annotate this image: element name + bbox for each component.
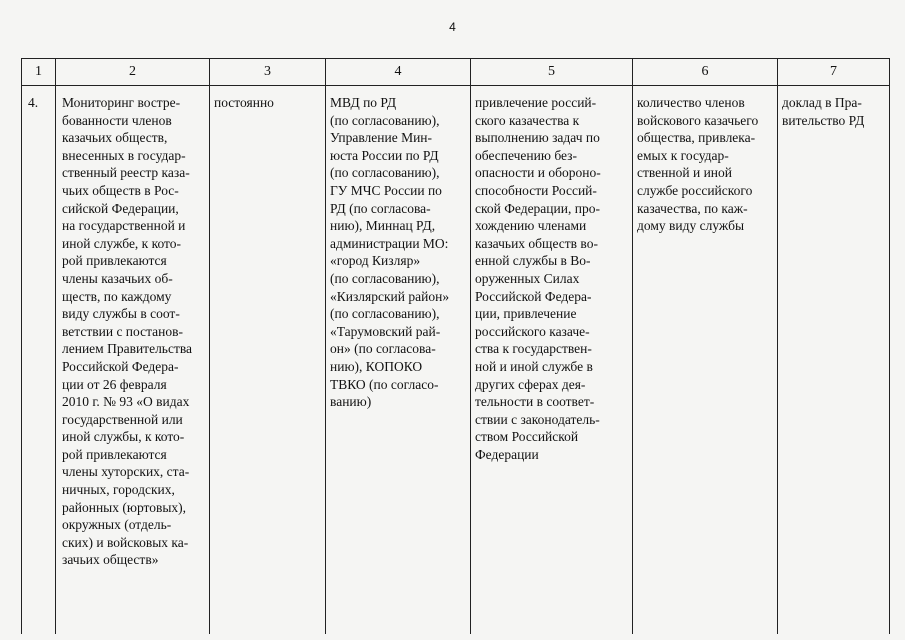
measure-cell: [56, 86, 210, 635]
executors-cell: [326, 86, 471, 635]
result-cell: [471, 86, 633, 635]
row-number-cell: [22, 86, 56, 635]
header-row: [22, 59, 890, 86]
report-cell: [778, 86, 890, 635]
report-text: доклад в Пра- вительство РД: [782, 95, 865, 128]
executors-text: МВД по РД (по согласованию), Управление Мин- юста России по РД (по согласованию), ГУ МЧС России по РД (по согласова- нию), Миннац РД, администрации МО: «город Кизляр» (по согласованию), «Кизлярский район» (по согласованию), «Тарумовский рай- он» (по согласова- нию), КОПОКО ТВКО (по согласо- ванию): [330, 95, 450, 410]
column-header-6: 6: [633, 59, 778, 86]
indicator-text: количество членов войскового казачьего общества, привлека- емых к государ- ственной и иной службе российского казачества, по каж- дому виду службы: [637, 95, 759, 234]
table-row: [22, 86, 890, 635]
column-header-5: 5: [471, 59, 633, 86]
plan-table: [21, 58, 890, 634]
page-number: 4: [449, 20, 456, 34]
row-number: 4.: [28, 95, 39, 110]
column-header-4: 4: [326, 59, 471, 86]
indicator-cell: [633, 86, 778, 635]
deadline-text: постоянно: [214, 95, 274, 110]
result-text: привлечение россий- ского казачества к выполнению задач по обеспечению без- опасности и обороно- способности Россий- ской Федерации, про- хождению членами казачьих обществ во- енной службы в Во- оруженных Силах Российской Федера- ции, привлечение российского казаче- ства к государствен- ной и иной службе в других сферах дея- тельности в соответ- ствии с законодатель- ством Российской Федерации: [475, 95, 601, 462]
deadline-cell: [210, 86, 326, 635]
column-header-1: 1: [22, 59, 56, 86]
measure-text: Мониторинг востре- бованности членов казачьих обществ, внесенных в государ- ственный реестр каза- чьих обществ в Рос- сийской Федерации, на государственной и иной службе, к кото- рой привлекаются члены казачьих об- ществ, по каждому виду службы в соот- ветствии с постанов- лением Правительства Российской Федера- ции от 26 февраля 2010 г. № 93 «О видах государственной или иной службы, к кото- рой привлекаются члены хуторских, ста- ничных, городских, районных (юртовых), окружных (отдель- ских) и войсковых ка- зачьих обществ»: [62, 95, 193, 568]
column-header-2: 2: [56, 59, 210, 86]
column-header-3: 3: [210, 59, 326, 86]
column-header-7: 7: [778, 59, 890, 86]
